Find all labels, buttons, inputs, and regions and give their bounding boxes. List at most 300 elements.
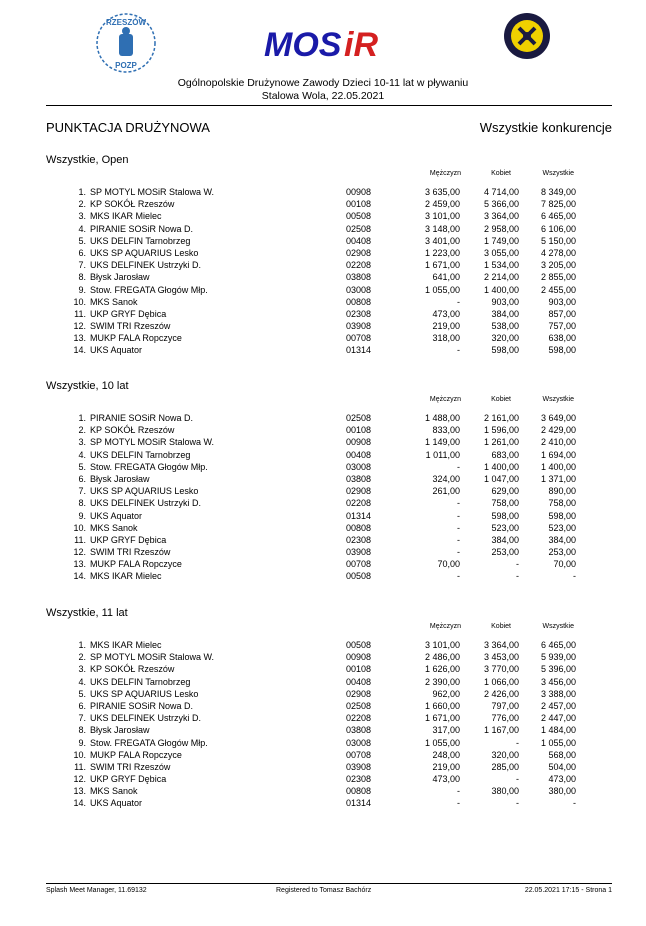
team-name: SWIM TRI Rzeszów — [90, 321, 171, 332]
women-points: 1 596,00 — [483, 425, 519, 436]
table-row — [0, 761, 646, 773]
men-points: 3 635,00 — [424, 187, 460, 197]
table-row — [0, 712, 646, 724]
women-points: 2 958,00 — [483, 223, 519, 234]
men-points: 1 055,00 — [424, 284, 460, 295]
team-name: MUKP FALA Ropczyce — [90, 333, 182, 344]
total-points: 4 278,00 — [540, 247, 576, 258]
men-points: 248,00 — [432, 749, 460, 760]
women-points: 1 261,00 — [483, 437, 519, 448]
mosir-logo — [262, 18, 392, 62]
table-row — [0, 688, 646, 700]
team-code: 00908 — [346, 437, 372, 448]
total-points: 5 939,00 — [540, 652, 576, 663]
team-name: UKS SP AQUARIUS Lesko — [90, 486, 199, 497]
men-points: - — [457, 547, 460, 558]
total-points: 1 484,00 — [540, 725, 576, 736]
column-header-women: Kobiet — [491, 623, 511, 630]
total-points: 523,00 — [548, 522, 576, 533]
team-name: UKS SP AQUARIUS Lesko — [90, 247, 199, 258]
total-points: 2 429,00 — [540, 425, 576, 436]
column-header-all: Wszystkie — [542, 396, 574, 403]
total-points: 598,00 — [548, 510, 576, 521]
rank-cell: 10. — [73, 749, 86, 760]
table-row — [0, 651, 646, 663]
team-code: 00508 — [346, 640, 372, 650]
rank-cell: 12. — [73, 547, 86, 558]
section-title: Wszystkie, Open — [46, 154, 129, 166]
team-name: MKS Sanok — [90, 296, 138, 307]
rank-cell: 13. — [73, 333, 86, 344]
team-name: MKS Sanok — [90, 522, 138, 533]
table-row — [0, 473, 646, 485]
men-points: 1 223,00 — [424, 247, 460, 258]
footer-divider — [46, 883, 612, 884]
men-points: - — [457, 786, 460, 797]
team-code: 03808 — [346, 272, 372, 283]
table-row — [0, 449, 646, 461]
women-points: 1 400,00 — [483, 284, 519, 295]
women-points: 776,00 — [491, 713, 519, 724]
total-points: 504,00 — [548, 761, 576, 772]
team-name: KP SOKÓŁ Rzeszów — [90, 199, 175, 210]
men-points: 324,00 — [432, 473, 460, 484]
team-code: 02208 — [346, 260, 372, 271]
table-row — [0, 570, 646, 582]
rank-cell: 6. — [78, 473, 86, 484]
men-points: - — [457, 296, 460, 307]
team-name: SP MOTYL MOSiR Stalowa W. — [90, 652, 215, 663]
team-code: 00408 — [346, 235, 372, 246]
table-row — [0, 639, 646, 651]
table-row — [0, 485, 646, 497]
table-row — [0, 186, 646, 198]
competition-title: Ogólnopolskie Drużynowe Zawody Dzieci 10-11 lat w pływaniu — [177, 77, 469, 89]
rank-cell: 13. — [73, 786, 86, 797]
footer-software: Splash Meet Manager, 11.69132 — [46, 887, 147, 894]
total-points: 1 400,00 — [540, 461, 576, 472]
men-points: 317,00 — [432, 725, 460, 736]
rank-cell: 8. — [78, 272, 86, 283]
rank-cell: 11. — [74, 761, 86, 772]
team-name: MUKP FALA Ropczyce — [90, 559, 182, 570]
total-points: 6 465,00 — [540, 211, 576, 222]
team-code: 00708 — [346, 559, 372, 570]
team-code: 00808 — [346, 296, 372, 307]
men-points: 2 486,00 — [424, 652, 460, 663]
team-code: 00508 — [346, 571, 372, 582]
men-points: 70,00 — [437, 559, 460, 570]
team-name: UKS DELFINEK Ustrzyki D. — [90, 713, 202, 724]
team-code: 03808 — [346, 725, 372, 736]
column-header-men: Mężczyzn — [429, 623, 461, 630]
women-points: 598,00 — [491, 345, 519, 356]
total-points: 2 855,00 — [540, 272, 576, 283]
total-points: 5 150,00 — [540, 235, 576, 246]
team-code: 00808 — [346, 786, 372, 797]
team-code: 00508 — [346, 211, 372, 222]
table-row — [0, 259, 646, 271]
team-code: 03908 — [346, 547, 372, 558]
men-points: 962,00 — [432, 688, 460, 699]
men-points: 2 390,00 — [424, 676, 460, 687]
svg-text:MOS: MOS — [264, 26, 342, 62]
rank-cell: 10. — [73, 522, 86, 533]
women-points: 3 453,00 — [483, 652, 519, 663]
column-header-all: Wszystkie — [542, 170, 574, 177]
rank-cell: 14. — [73, 798, 86, 809]
rank-cell: 1. — [78, 640, 86, 650]
women-points: - — [516, 559, 519, 570]
rzeszow-pozp-logo — [95, 12, 157, 74]
women-points: 384,00 — [491, 534, 519, 545]
svg-text:iR: iR — [344, 26, 378, 62]
team-name: UKS Aquator — [90, 510, 143, 521]
women-points: 2 426,00 — [483, 688, 519, 699]
rank-cell: 13. — [73, 559, 86, 570]
women-points: 629,00 — [491, 486, 519, 497]
team-code: 01314 — [346, 510, 372, 521]
rank-cell: 8. — [78, 498, 86, 509]
women-points: 758,00 — [491, 498, 519, 509]
total-points: 6 106,00 — [540, 223, 576, 234]
total-points: 7 825,00 — [540, 199, 576, 210]
total-points: 857,00 — [548, 308, 576, 319]
women-points: 1 534,00 — [483, 260, 519, 271]
men-points: 1 671,00 — [424, 713, 460, 724]
table-row — [0, 235, 646, 247]
report-title: PUNKTACJA DRUŻYNOWA — [46, 120, 210, 135]
team-code: 02508 — [346, 223, 372, 234]
total-points: 70,00 — [553, 559, 576, 570]
men-points: 1 626,00 — [424, 664, 460, 675]
men-points: 318,00 — [432, 333, 460, 344]
table-row — [0, 296, 646, 308]
table-row — [0, 497, 646, 509]
men-points: 473,00 — [432, 774, 460, 785]
men-points: 261,00 — [432, 486, 460, 497]
team-code: 00108 — [346, 199, 372, 210]
team-code: 02308 — [346, 534, 372, 545]
team-name: PIRANIE SOSiR Nowa D. — [90, 223, 194, 234]
team-code: 00108 — [346, 425, 372, 436]
team-code: 02508 — [346, 700, 372, 711]
rank-cell: 3. — [78, 664, 86, 675]
women-points: 4 714,00 — [483, 187, 519, 197]
table-row — [0, 737, 646, 749]
team-name: MKS IKAR Mielec — [90, 211, 162, 222]
total-points: 1 694,00 — [540, 449, 576, 460]
women-points: 3 770,00 — [483, 664, 519, 675]
team-name: MKS IKAR Mielec — [90, 640, 162, 650]
team-code: 00708 — [346, 749, 372, 760]
total-points: 598,00 — [548, 345, 576, 356]
team-code: 02908 — [346, 486, 372, 497]
women-points: - — [516, 774, 519, 785]
team-code: 00408 — [346, 676, 372, 687]
men-points: 473,00 — [432, 308, 460, 319]
table-row — [0, 436, 646, 448]
header-divider — [46, 105, 612, 106]
total-points: 3 649,00 — [540, 413, 576, 423]
men-points: - — [457, 510, 460, 521]
team-name: Stow. FREGATA Głogów Młp. — [90, 737, 208, 748]
women-points: 1 047,00 — [483, 473, 519, 484]
total-points: - — [573, 571, 576, 582]
total-points: 757,00 — [548, 321, 576, 332]
rank-cell: 5. — [78, 461, 86, 472]
men-points: 2 459,00 — [424, 199, 460, 210]
team-name: UKS DELFIN Tarnobrzeg — [90, 676, 191, 687]
rank-cell: 9. — [78, 510, 86, 521]
total-points: 638,00 — [548, 333, 576, 344]
women-points: 683,00 — [491, 449, 519, 460]
women-points: - — [516, 737, 519, 748]
ranking-rows — [0, 639, 646, 810]
total-points: 5 396,00 — [540, 664, 576, 675]
women-points: 598,00 — [491, 510, 519, 521]
total-points: 2 447,00 — [540, 713, 576, 724]
table-row — [0, 332, 646, 344]
rank-cell: 11. — [74, 308, 86, 319]
footer-registration: Registered to Tomasz Bachórz — [276, 887, 372, 894]
report-scope: Wszystkie konkurencje — [479, 120, 612, 135]
rank-cell: 12. — [73, 321, 86, 332]
men-points: 3 148,00 — [424, 223, 460, 234]
men-points: - — [457, 534, 460, 545]
table-row — [0, 424, 646, 436]
column-header-men: Mężczyzn — [429, 170, 461, 177]
total-points: 2 410,00 — [540, 437, 576, 448]
total-points: 1 371,00 — [540, 473, 576, 484]
rank-cell: 2. — [78, 652, 86, 663]
total-points: 473,00 — [548, 774, 576, 785]
total-points: 8 349,00 — [540, 187, 576, 197]
table-row — [0, 522, 646, 534]
team-code: 02208 — [346, 713, 372, 724]
women-points: - — [516, 798, 519, 809]
team-code: 03908 — [346, 761, 372, 772]
team-name: SP MOTYL MOSiR Stalowa W. — [90, 437, 215, 448]
team-name: UKS DELFIN Tarnobrzeg — [90, 449, 191, 460]
team-code: 03008 — [346, 737, 372, 748]
table-row — [0, 700, 646, 712]
men-points: - — [457, 498, 460, 509]
women-points: 384,00 — [491, 308, 519, 319]
men-points: 1 149,00 — [424, 437, 460, 448]
team-name: UKP GRYF Dębica — [90, 308, 167, 319]
men-points: 641,00 — [432, 272, 460, 283]
team-code: 01314 — [346, 798, 372, 809]
women-points: 2 214,00 — [483, 272, 519, 283]
column-header-women: Kobiet — [491, 396, 511, 403]
men-points: - — [457, 345, 460, 356]
total-points: 568,00 — [548, 749, 576, 760]
team-name: UKS SP AQUARIUS Lesko — [90, 688, 199, 699]
table-row — [0, 785, 646, 797]
table-row — [0, 271, 646, 283]
women-points: 253,00 — [491, 547, 519, 558]
rank-cell: 9. — [78, 284, 86, 295]
team-name: Stow. FREGATA Głogów Młp. — [90, 461, 208, 472]
total-points: - — [573, 798, 576, 809]
team-name: UKS DELFIN Tarnobrzeg — [90, 235, 191, 246]
men-points: - — [457, 461, 460, 472]
team-code: 02208 — [346, 498, 372, 509]
team-code: 03008 — [346, 461, 372, 472]
table-row — [0, 676, 646, 688]
table-row — [0, 510, 646, 522]
rank-cell: 4. — [78, 223, 86, 234]
men-points: 1 660,00 — [424, 700, 460, 711]
men-points: 3 101,00 — [424, 640, 460, 650]
team-name: PIRANIE SOSiR Nowa D. — [90, 413, 194, 423]
team-name: MUKP FALA Ropczyce — [90, 749, 182, 760]
team-code: 02308 — [346, 308, 372, 319]
team-code: 02908 — [346, 688, 372, 699]
women-points: 3 364,00 — [483, 211, 519, 222]
men-points: - — [457, 571, 460, 582]
total-points: 1 055,00 — [540, 737, 576, 748]
team-name: Błysk Jarosław — [90, 272, 150, 283]
table-row — [0, 797, 646, 809]
column-header-all: Wszystkie — [542, 623, 574, 630]
women-points: 5 366,00 — [483, 199, 519, 210]
table-row — [0, 308, 646, 320]
table-row — [0, 724, 646, 736]
total-points: 6 465,00 — [540, 640, 576, 650]
women-points: 380,00 — [491, 786, 519, 797]
column-header-men: Mężczyzn — [429, 396, 461, 403]
table-row — [0, 210, 646, 222]
team-code: 00908 — [346, 187, 372, 197]
team-code: 01314 — [346, 345, 372, 356]
team-code: 02508 — [346, 413, 372, 423]
women-points: 1 167,00 — [483, 725, 519, 736]
men-points: 1 488,00 — [424, 413, 460, 423]
table-row — [0, 546, 646, 558]
rank-cell: 7. — [78, 713, 86, 724]
team-name: MKS Sanok — [90, 786, 138, 797]
table-row — [0, 247, 646, 259]
women-points: 1 066,00 — [483, 676, 519, 687]
rank-cell: 5. — [78, 235, 86, 246]
women-points: - — [516, 571, 519, 582]
total-points: 903,00 — [548, 296, 576, 307]
team-name: PIRANIE SOSiR Nowa D. — [90, 700, 194, 711]
rank-cell: 2. — [78, 199, 86, 210]
team-code: 00408 — [346, 449, 372, 460]
rank-cell: 6. — [78, 700, 86, 711]
rank-cell: 6. — [78, 247, 86, 258]
men-points: 1 011,00 — [425, 449, 460, 460]
rank-cell: 9. — [78, 737, 86, 748]
rank-cell: 1. — [78, 187, 86, 197]
team-name: SWIM TRI Rzeszów — [90, 761, 171, 772]
team-name: Błysk Jarosław — [90, 473, 150, 484]
table-row — [0, 412, 646, 424]
section-title: Wszystkie, 11 lat — [46, 607, 128, 619]
rank-cell: 3. — [78, 437, 86, 448]
table-row — [0, 284, 646, 296]
ranking-rows — [0, 412, 646, 583]
rank-cell: 2. — [78, 425, 86, 436]
women-points: 903,00 — [491, 296, 519, 307]
section-title: Wszystkie, 10 lat — [46, 380, 129, 392]
women-points: 3 364,00 — [483, 640, 519, 650]
rank-cell: 14. — [73, 571, 86, 582]
rank-cell: 10. — [73, 296, 86, 307]
men-points: 833,00 — [432, 425, 460, 436]
rank-cell: 4. — [78, 449, 86, 460]
team-code: 00708 — [346, 333, 372, 344]
team-name: UKP GRYF Dębica — [90, 534, 167, 545]
team-name: KP SOKÓŁ Rzeszów — [90, 425, 175, 436]
team-code: 00908 — [346, 652, 372, 663]
men-points: - — [457, 798, 460, 809]
total-points: 890,00 — [548, 486, 576, 497]
total-points: 3 456,00 — [540, 676, 576, 687]
table-row — [0, 534, 646, 546]
women-points: 320,00 — [491, 749, 519, 760]
total-points: 384,00 — [548, 534, 576, 545]
team-code: 02308 — [346, 774, 372, 785]
men-points: 1 671,00 — [424, 260, 460, 271]
rank-cell: 7. — [78, 260, 86, 271]
rank-cell: 1. — [78, 413, 86, 423]
team-name: SWIM TRI Rzeszów — [90, 547, 171, 558]
ranking-rows — [0, 186, 646, 357]
team-name: UKS DELFINEK Ustrzyki D. — [90, 260, 202, 271]
table-row — [0, 749, 646, 761]
women-points: 285,00 — [491, 761, 519, 772]
total-points: 253,00 — [548, 547, 576, 558]
rank-cell: 8. — [78, 725, 86, 736]
team-code: 03908 — [346, 321, 372, 332]
total-points: 3 205,00 — [540, 260, 576, 271]
women-points: 1 400,00 — [483, 461, 519, 472]
team-code: 00808 — [346, 522, 372, 533]
women-points: 3 055,00 — [483, 247, 519, 258]
competition-subtitle: Stalowa Wola, 22.05.2021 — [261, 90, 385, 102]
men-points: 219,00 — [432, 321, 460, 332]
men-points: 3 101,00 — [424, 211, 460, 222]
men-points: 3 401,00 — [424, 235, 460, 246]
rank-cell: 4. — [78, 676, 86, 687]
team-name: UKS Aquator — [90, 345, 143, 356]
men-points: - — [457, 522, 460, 533]
table-row — [0, 198, 646, 210]
men-points: 219,00 — [432, 761, 460, 772]
team-name: Stow. FREGATA Głogów Młp. — [90, 284, 208, 295]
total-points: 380,00 — [548, 786, 576, 797]
team-code: 00108 — [346, 664, 372, 675]
team-name: UKS Aquator — [90, 798, 143, 809]
svg-text:POZP: POZP — [115, 61, 137, 70]
team-name: Błysk Jarosław — [90, 725, 150, 736]
rank-cell: 14. — [73, 345, 86, 356]
women-points: 797,00 — [491, 700, 519, 711]
total-points: 2 455,00 — [540, 284, 576, 295]
total-points: 2 457,00 — [540, 700, 576, 711]
team-name: SP MOTYL MOSiR Stalowa W. — [90, 187, 215, 197]
svg-text:RZESZÓW: RZESZÓW — [106, 18, 146, 27]
women-points: 523,00 — [491, 522, 519, 533]
women-points: 538,00 — [491, 321, 519, 332]
rank-cell: 7. — [78, 486, 86, 497]
team-name: UKP GRYF Dębica — [90, 774, 167, 785]
table-row — [0, 461, 646, 473]
